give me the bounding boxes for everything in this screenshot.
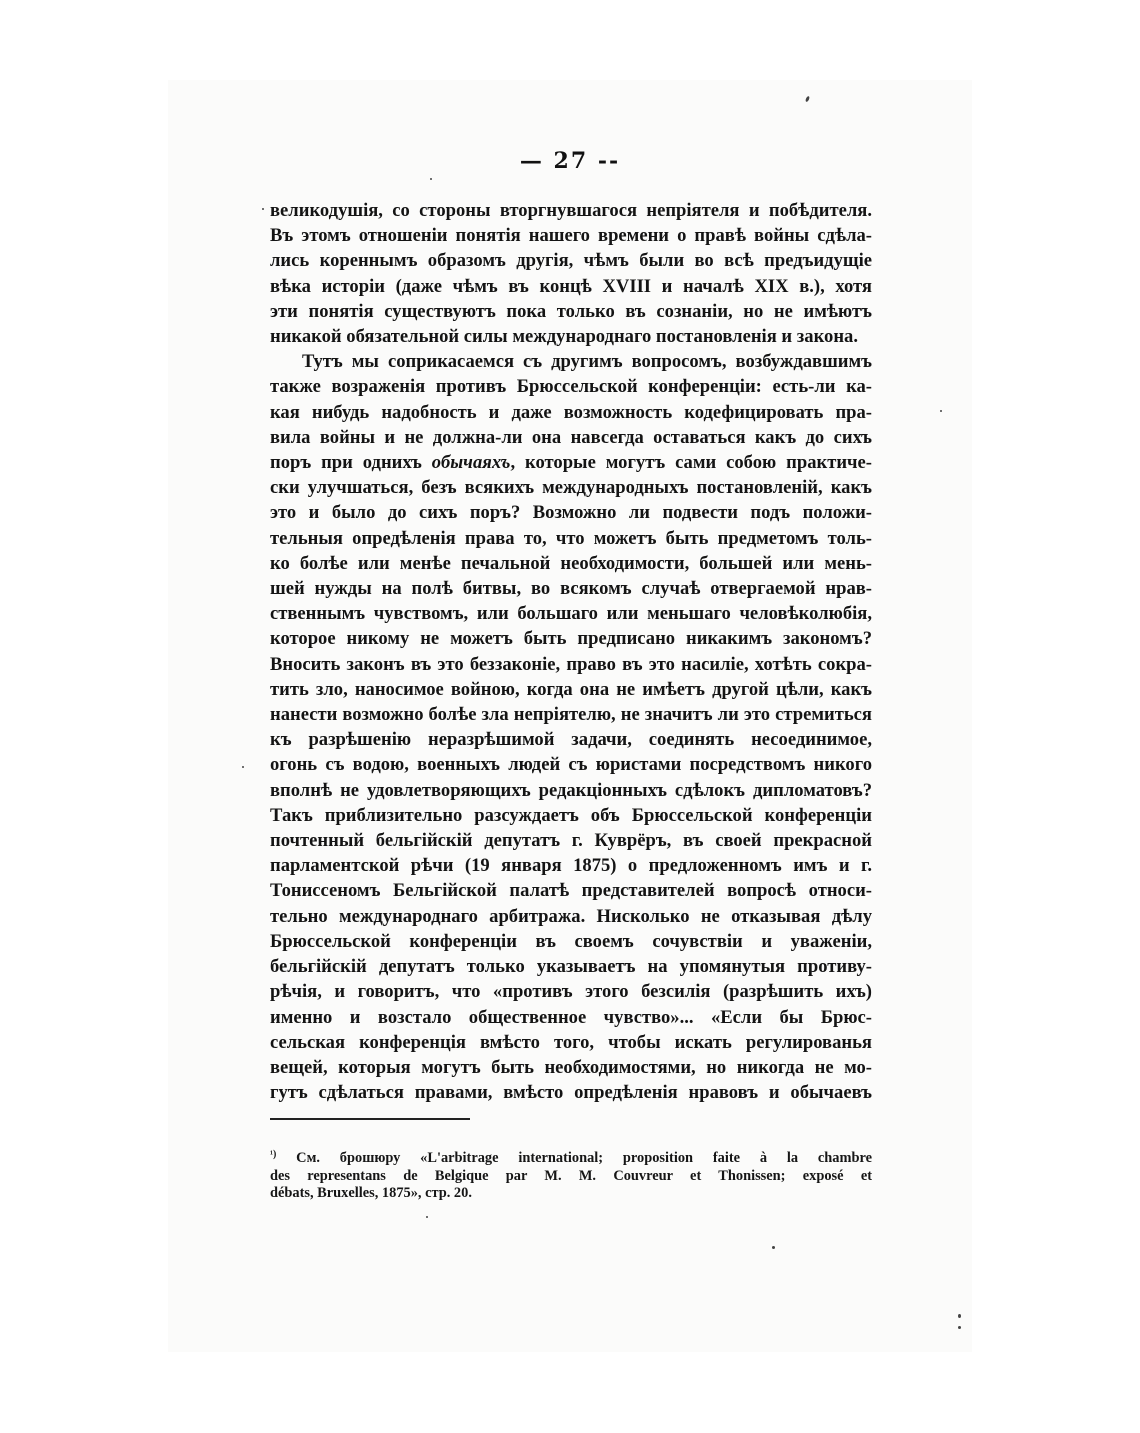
scan-speck bbox=[958, 1326, 961, 1329]
text-line: именно и возстало общественное чувство»... «Если бы Брюс- bbox=[270, 1006, 872, 1028]
scan-speck bbox=[430, 178, 432, 180]
text-line: кая нибудь надобность и даже возможность кодефицировать пра- bbox=[270, 401, 872, 423]
text-line: Брюссельской конференціи въ своемъ сочувствіи и уваженіи, bbox=[270, 930, 872, 952]
footnote-text: См. брошюру «L'arbitrage international; proposition faite à la chambre bbox=[296, 1150, 872, 1166]
scan-speck bbox=[940, 410, 942, 412]
text-line: къ разрѣшенію неразрѣшимой задачи, соединять несоединимое, bbox=[270, 729, 872, 751]
text-line-with-italic bbox=[270, 450, 872, 475]
footnote-marker: ¹) bbox=[270, 1149, 277, 1160]
text-line: также возраженія противъ Брюссельской конференціи: есть-ли ка- bbox=[270, 376, 872, 398]
scan-speck bbox=[426, 1216, 428, 1218]
text-line: великодушія, со стороны вторгнувшагося непріятеля и побѣдителя. bbox=[270, 200, 872, 221]
text-line: ко болѣе или менѣе печальной необходимости, большей или мень- bbox=[270, 552, 872, 574]
text-line: лись кореннымъ образомъ другія, чѣмъ были во всѣ предъидущіе bbox=[270, 250, 872, 272]
text-line: шей нужды на полѣ битвы, во всякомъ случаѣ отвергаемой нрав- bbox=[270, 578, 872, 600]
scan-speck bbox=[958, 1314, 961, 1318]
text-line: тельныя опредѣленія права то, что можетъ быть предметомъ толь- bbox=[270, 527, 872, 549]
text-line: почтенный бельгійскій депутатъ г. Куврёръ, въ своей прекрасной bbox=[270, 830, 872, 852]
text-line: эти понятія существуютъ пока только въ сознаніи, но не имѣютъ bbox=[270, 300, 872, 322]
footnote bbox=[270, 1146, 872, 1203]
text-line: тить зло, наносимое войною, когда она не имѣетъ другой цѣли, какъ bbox=[270, 678, 872, 700]
text-line: никакой обязательной силы международнаго постановленія и закона. bbox=[270, 326, 858, 348]
text-line: парламентской рѣчи (19 января 1875) о предложенномъ имъ и г. bbox=[270, 855, 872, 877]
text-line: ски улучшаться, безъ всякихъ международныхъ постановленій, какъ bbox=[270, 477, 872, 499]
text-line: огонь съ водою, военныхъ людей съ юристами посредствомъ никого bbox=[270, 754, 872, 776]
page-number: — 27 -- bbox=[519, 148, 621, 174]
footnote-line: des representans de Belgique par M. M. Couvreur et Thonissen; exposé et bbox=[270, 1167, 872, 1184]
line-segment: , которые могутъ сами собою практиче- bbox=[510, 452, 872, 474]
text-line: вила войны и не должна-ли она навсегда оставаться какъ до сихъ bbox=[270, 426, 872, 448]
italic-word: обычаяхъ bbox=[431, 452, 511, 474]
text-line: Вносить законъ въ это беззаконіе, право въ это насиліе, хотѣть сокра- bbox=[270, 653, 872, 675]
text-line: Тониссеномъ Бельгійской палатѣ представителей вопросѣ относи- bbox=[270, 880, 872, 902]
text-line: вполнѣ не удовлетворяющихъ редакціонныхъ сдѣлокъ дипломатовъ? bbox=[270, 779, 872, 801]
text-line: ственнымъ чувствомъ, или большаго или меньшаго человѣколюбія, bbox=[270, 603, 872, 625]
footnote-line bbox=[270, 1146, 872, 1168]
text-line: сельская конференція вмѣсто того, чтобы искать регулированья bbox=[270, 1031, 872, 1053]
text-line: бельгійскій депутатъ только указываетъ на упомянутыя противу- bbox=[270, 956, 872, 978]
text-line: это и было до сихъ поръ? Возможно ли подвести подъ положи- bbox=[270, 502, 872, 524]
text-line: которое никому не можетъ быть предписано никакимъ закономъ? bbox=[270, 628, 872, 650]
text-line: гутъ сдѣлаться правами, вмѣсто опредѣленія нравовъ и обычаевъ bbox=[270, 1082, 872, 1104]
text-line: нанести возможно болѣе зла непріятелю, не значитъ ли это стремиться bbox=[270, 704, 872, 726]
paragraph-start-line: Тутъ мы соприкасаемся съ другимъ вопросомъ, возбуждавшимъ bbox=[302, 351, 872, 373]
text-line: вещей, которыя могутъ быть необходимостями, но никогда не мо- bbox=[270, 1056, 872, 1078]
text-line: Такъ приблизительно разсуждаетъ объ Брюссельской конференціи bbox=[270, 804, 872, 826]
text-line: тельно международнаго арбитража. Нисколько не отказывая дѣлу bbox=[270, 905, 872, 927]
scan-speck bbox=[262, 208, 264, 210]
scan-speck bbox=[772, 1246, 775, 1249]
text-line: вѣка исторіи (даже чѣмъ въ концѣ XVIII и началѣ XIX в.), хотя bbox=[270, 275, 872, 297]
text-line: рѣчія, и говоритъ, что «противъ этого безсилія (разрѣшить ихъ) bbox=[270, 981, 872, 1003]
text-line: Въ этомъ отношеніи понятія нашего времени о правѣ войны сдѣла- bbox=[270, 225, 872, 247]
scan-speck bbox=[242, 766, 244, 768]
footnote-divider bbox=[270, 1118, 470, 1120]
body-text bbox=[270, 198, 872, 1105]
footnote-line: débats, Bruxelles, 1875», стр. 20. bbox=[270, 1185, 472, 1201]
line-segment: поръ при однихъ bbox=[270, 452, 432, 474]
